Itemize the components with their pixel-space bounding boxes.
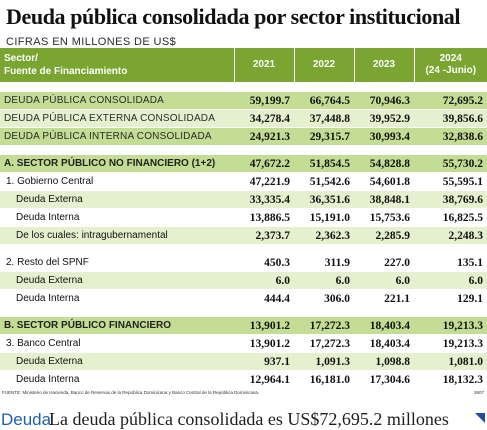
spacer-row — [0, 146, 487, 155]
row-label: B. SECTOR PÚBLICO FINANCIERO — [0, 317, 234, 335]
table-row — [0, 353, 487, 371]
cell-2021: 24,921.3 — [234, 128, 294, 146]
table-row — [0, 92, 487, 110]
cell-2024: 38,769.6 — [414, 191, 487, 209]
cell-2023: 70,946.3 — [354, 92, 414, 110]
cell-2022: 36,351.6 — [294, 191, 354, 209]
cell-2024: 55,595.1 — [414, 173, 487, 191]
row-label: DEUDA PÚBLICA EXTERNA CONSOLIDADA — [0, 110, 234, 128]
cell-2021: 13,901.2 — [234, 335, 294, 353]
row-label: De los cuales: intragubernamental — [0, 227, 234, 245]
cell-2023: 38,848.1 — [354, 191, 414, 209]
cell-2024: 72,695.2 — [414, 92, 487, 110]
table-row — [0, 254, 487, 272]
cell-2022: 1,091.3 — [294, 353, 354, 371]
cell-2021: 13,886.5 — [234, 209, 294, 227]
cell-2022: 2,362.3 — [294, 227, 354, 245]
row-label: DEUDA PÚBLICA CONSOLIDADA — [0, 92, 234, 110]
table-row — [0, 317, 487, 335]
row-label: Deuda Interna — [0, 371, 234, 389]
cell-2023: 1,098.8 — [354, 353, 414, 371]
caption-text: La deuda pública consolidada es US$72,695.2 millones — [49, 409, 449, 429]
spacer-row — [0, 245, 487, 254]
cell-2022: 311.9 — [294, 254, 354, 272]
cell-2022: 29,315.7 — [294, 128, 354, 146]
header-year-2024-label: 2024 — [439, 53, 462, 64]
table-row — [0, 155, 487, 173]
cell-2023: 54,601.8 — [354, 173, 414, 191]
header-year-2023: 2023 — [354, 48, 414, 83]
cell-2024: 2,248.3 — [414, 227, 487, 245]
table-header-row — [0, 48, 487, 83]
table-row — [0, 110, 487, 128]
row-label: Deuda Externa — [0, 272, 234, 290]
table-row — [0, 371, 487, 389]
row-label: DEUDA PÚBLICA INTERNA CONSOLIDADA — [0, 128, 234, 146]
cell-2023: 15,753.6 — [354, 209, 414, 227]
row-label: Deuda Externa — [0, 353, 234, 371]
cell-2021: 47,221.9 — [234, 173, 294, 191]
row-label: 2. Resto del SPNF — [0, 254, 234, 272]
cell-2022: 16,181.0 — [294, 371, 354, 389]
cell-2021: 6.0 — [234, 272, 294, 290]
cell-2023: 227.0 — [354, 254, 414, 272]
cell-2021: 444.4 — [234, 290, 294, 308]
header-label-line2: Fuente de Financiamiento — [4, 66, 128, 77]
caption-bar — [0, 409, 487, 430]
table-row — [0, 209, 487, 227]
cell-2024: 18,132.3 — [414, 371, 487, 389]
graphic-code: 3607 — [474, 390, 485, 395]
row-label: 1. Gobierno Central — [0, 173, 234, 191]
row-label: Deuda Externa — [0, 191, 234, 209]
cell-2022: 15,191.0 — [294, 209, 354, 227]
table-row — [0, 191, 487, 209]
cell-2022: 37,448.8 — [294, 110, 354, 128]
cell-2024: 55,730.2 — [414, 155, 487, 173]
cell-2022: 306.0 — [294, 290, 354, 308]
row-label: Deuda Interna — [0, 209, 234, 227]
cell-2024: 32,838.6 — [414, 128, 487, 146]
table-row — [0, 290, 487, 308]
corner-triangle-icon — [475, 413, 485, 423]
cell-2024: 6.0 — [414, 272, 487, 290]
units-subtitle: CIFRAS EN MILLONES DE US$ — [6, 36, 177, 48]
cell-2022: 17,272.3 — [294, 335, 354, 353]
row-label: 3. Banco Central — [0, 335, 234, 353]
header-year-2021: 2021 — [234, 48, 294, 83]
cell-2024: 1,081.0 — [414, 353, 487, 371]
chart-title: Deuda pública consolidada por sector institucional — [6, 4, 461, 29]
table-row — [0, 173, 487, 191]
cell-2023: 30,993.4 — [354, 128, 414, 146]
cell-2021: 13,901.2 — [234, 317, 294, 335]
cell-2023: 18,403.4 — [354, 335, 414, 353]
header-year-2022: 2022 — [294, 48, 354, 83]
debt-table — [0, 48, 487, 388]
cell-2023: 54,828.8 — [354, 155, 414, 173]
sources-note: FUENTE: Ministerio de Hacienda, Banco de Reservas de la República Dominicana y Banco Central de la República Dominicana. — [2, 390, 260, 395]
cell-2022: 66,764.5 — [294, 92, 354, 110]
table-row — [0, 227, 487, 245]
cell-2021: 450.3 — [234, 254, 294, 272]
cell-2021: 2,373.7 — [234, 227, 294, 245]
table-row — [0, 128, 487, 146]
cell-2023: 39,952.9 — [354, 110, 414, 128]
cell-2024: 135.1 — [414, 254, 487, 272]
cell-2023: 6.0 — [354, 272, 414, 290]
cell-2021: 34,278.4 — [234, 110, 294, 128]
caption-tag: Deuda — [1, 410, 52, 429]
cell-2021: 937.1 — [234, 353, 294, 371]
header-year-2024-note: (24 -Junio) — [425, 65, 477, 76]
cell-2024: 39,856.6 — [414, 110, 487, 128]
cell-2024: 16,825.5 — [414, 209, 487, 227]
row-label: Deuda Interna — [0, 290, 234, 308]
cell-2021: 59,199.7 — [234, 92, 294, 110]
header-label-line1: Sector/ — [4, 53, 38, 64]
cell-2023: 17,304.6 — [354, 371, 414, 389]
cell-2024: 129.1 — [414, 290, 487, 308]
cell-2024: 19,213.3 — [414, 317, 487, 335]
cell-2021: 33,335.4 — [234, 191, 294, 209]
cell-2022: 6.0 — [294, 272, 354, 290]
table-row — [0, 335, 487, 353]
cell-2021: 12,964.1 — [234, 371, 294, 389]
cell-2023: 2,285.9 — [354, 227, 414, 245]
cell-2023: 18,403.4 — [354, 317, 414, 335]
cell-2024: 19,213.3 — [414, 335, 487, 353]
row-label: A. SECTOR PÚBLICO NO FINANCIERO (1+2) — [0, 155, 234, 173]
cell-2021: 47,672.2 — [234, 155, 294, 173]
cell-2022: 51,854.5 — [294, 155, 354, 173]
cell-2022: 51,542.6 — [294, 173, 354, 191]
header-year-2024 — [414, 48, 487, 83]
spacer-row — [0, 308, 487, 317]
cell-2023: 221.1 — [354, 290, 414, 308]
cell-2022: 17,272.3 — [294, 317, 354, 335]
table-row — [0, 272, 487, 290]
spacer-row — [0, 83, 487, 92]
header-sector-label — [0, 48, 234, 83]
